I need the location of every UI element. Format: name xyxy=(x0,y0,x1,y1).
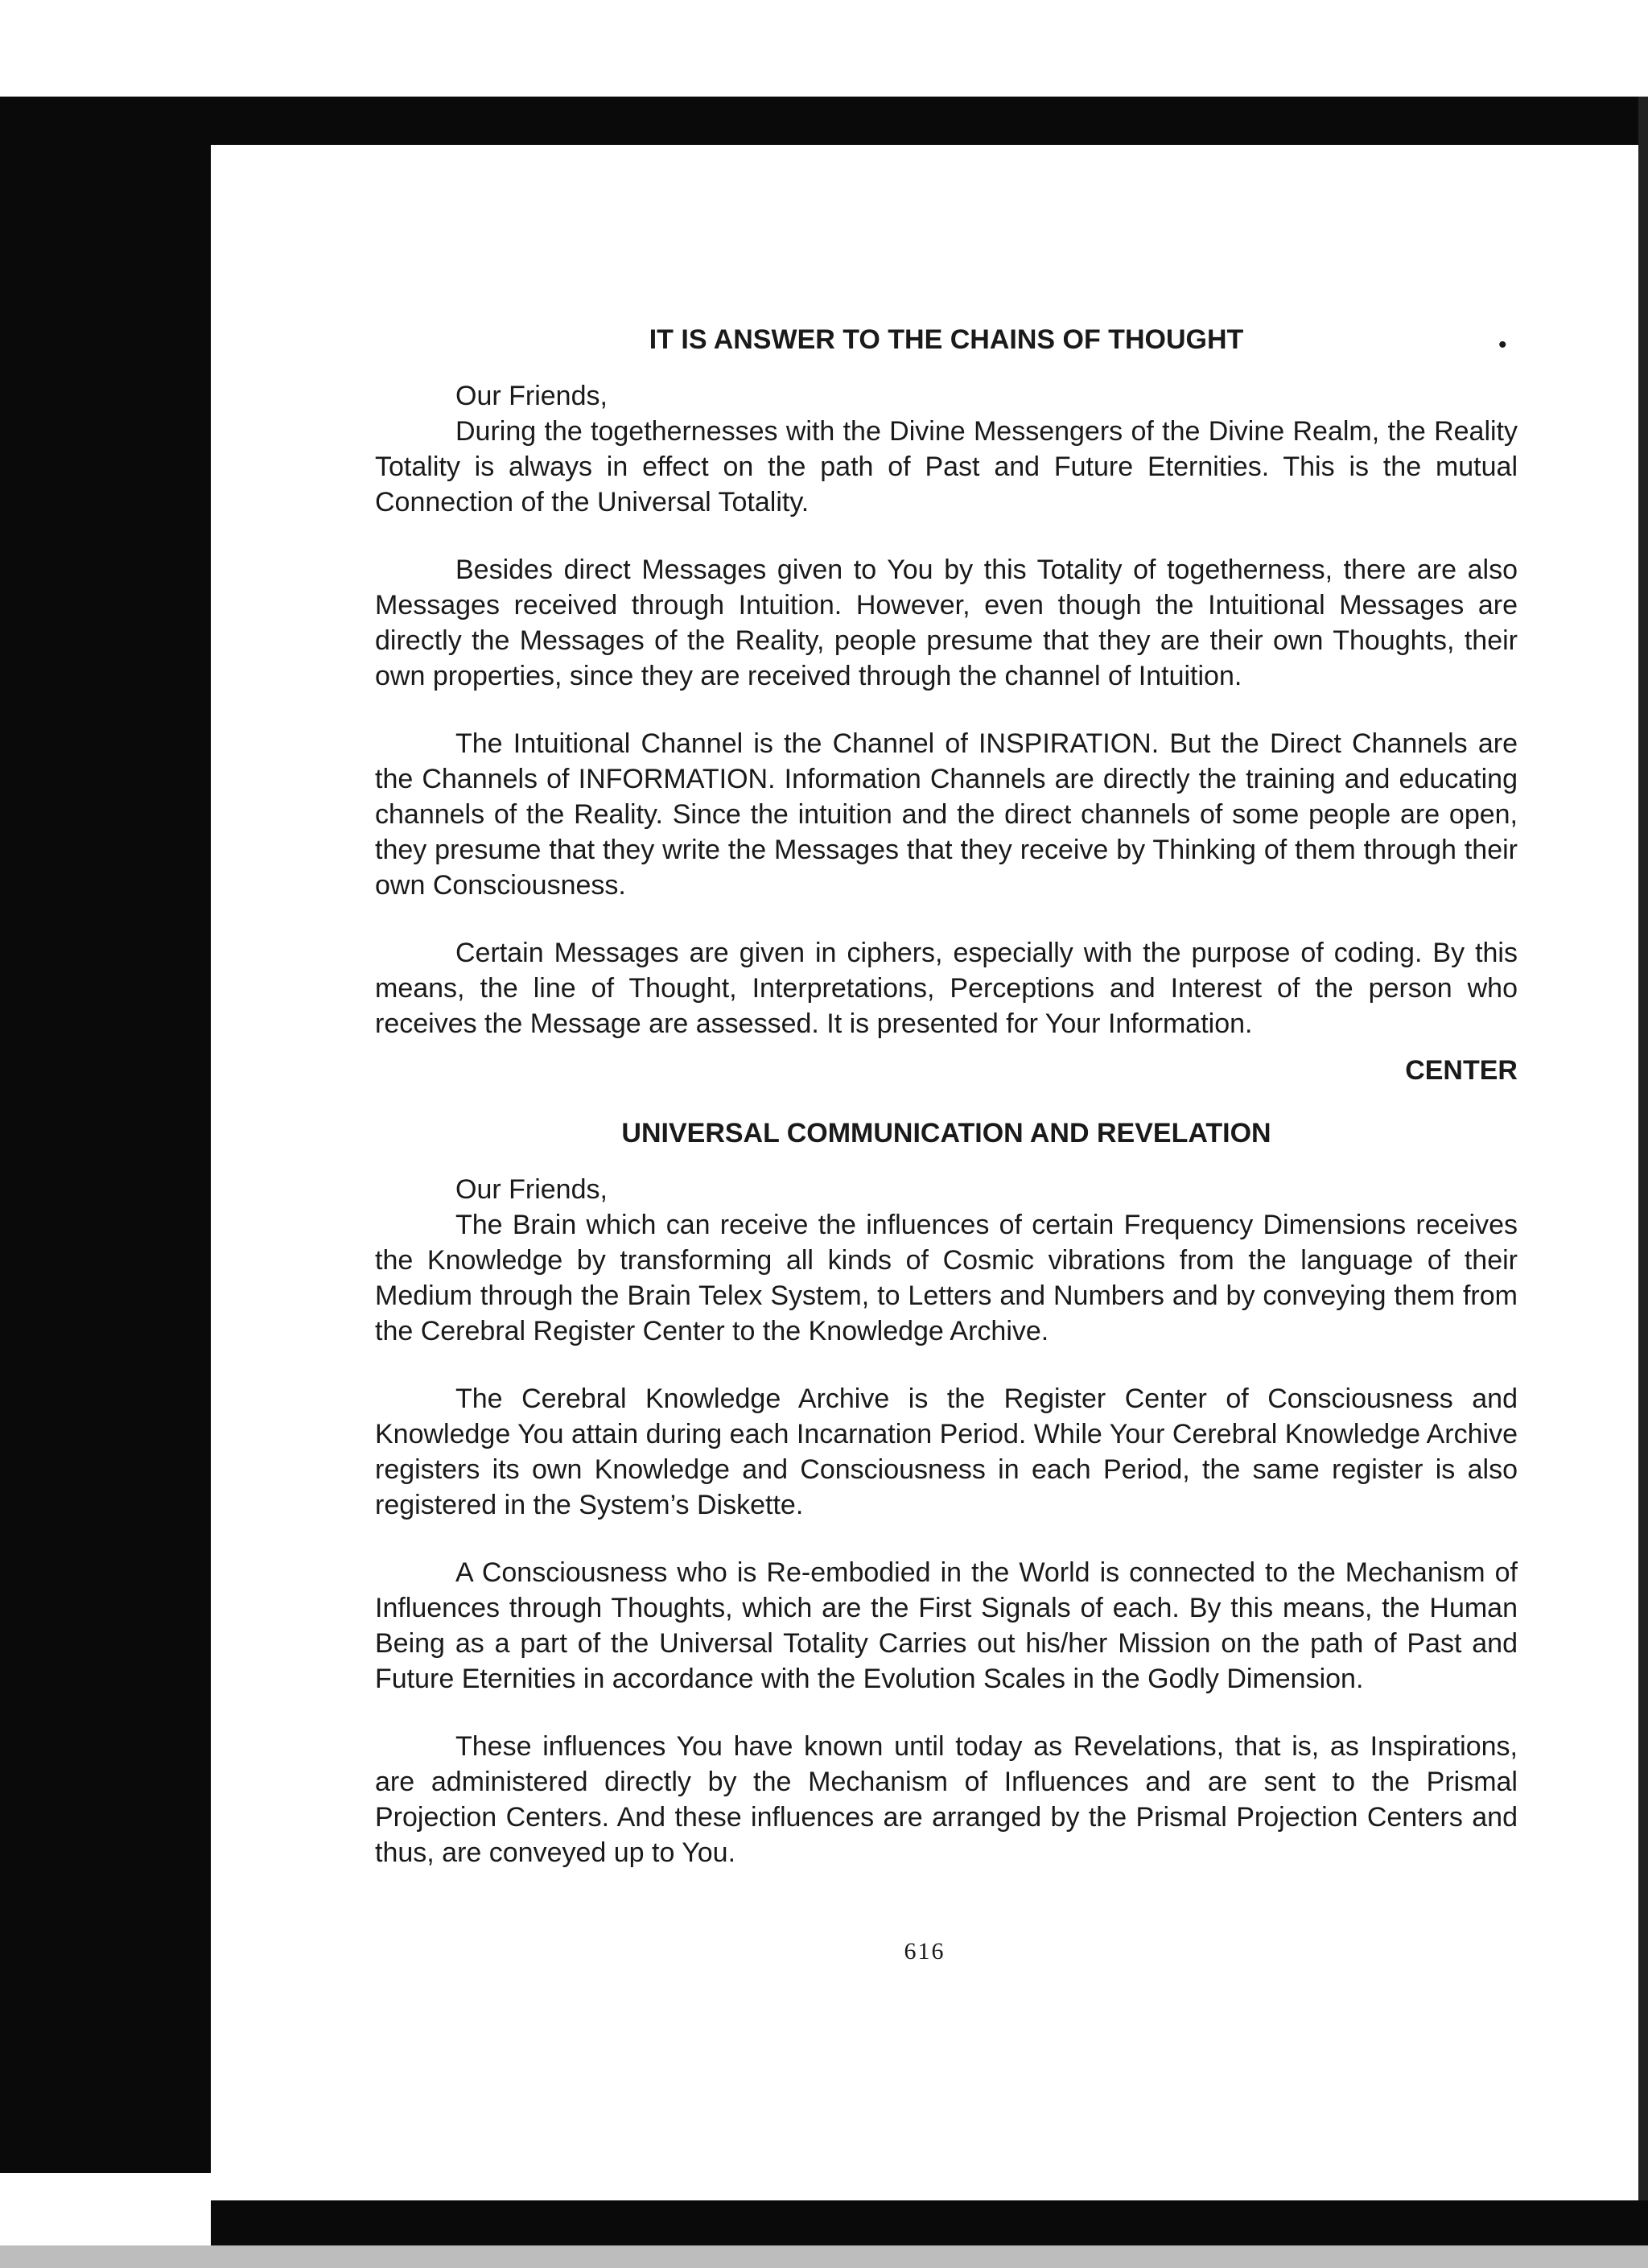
salutation: Our Friends, xyxy=(455,381,608,411)
paragraph: These influences You have known until today as Revelations, that is, as Inspirations, are administered directly by the Mechanism of Influences and are sent to the Prismal Projection Centers. And these influences are arranged by the Prismal Projection Centers and thus, are conveyed up to You. xyxy=(375,1731,1518,1868)
section-title: IT IS ANSWER TO THE CHAINS OF THOUGHT xyxy=(649,324,1244,355)
paragraph: A Consciousness who is Re-embodied in the World is connected to the Mechanism of Influences through Thoughts, which are the First Signals of each. By this means, the Human Being as a part of the Universal Totality Carries out his/her Mission on the path of Past and Future Eternities in accordance with the Evolution Scales in the Godly Dimension. xyxy=(375,1557,1518,1694)
paragraph: Certain Messages are given in ciphers, especially with the purpose of coding. By this means, the line of Thought, Interpretations, Perceptions and Interest of the person who receives the Message are assessed. It is presented for Your Information. xyxy=(375,938,1518,1039)
scan-edge-bottom xyxy=(0,2245,1648,2268)
page-content xyxy=(375,322,1518,1903)
paragraph: The Brain which can receive the influences of certain Frequency Dimensions receives the Knowledge by transforming all kinds of Cosmic vibrations from the language of their Medium through the Brain Telex System, to Letters and Numbers and by conveying them from the Cerebral Register Center to the Knowledge Archive. xyxy=(375,1210,1518,1346)
section-chains-of-thought xyxy=(375,322,1518,1088)
section-title: UNIVERSAL COMMUNICATION AND REVELATION xyxy=(621,1118,1271,1148)
page-number: 616 xyxy=(904,1938,946,1965)
paragraph: The Cerebral Knowledge Archive is the Register Center of Consciousness and Knowledge You attain during each Incarnation Period. While Your Cerebral Knowledge Archive registers its own Knowledge and Consciousness in each Period, the same register is also registered in the System’s Diskette. xyxy=(375,1383,1518,1520)
scan-border-right xyxy=(1638,97,1648,2200)
salutation: Our Friends, xyxy=(455,1174,608,1205)
section-universal-communication xyxy=(375,1115,1518,1870)
scan-border-left xyxy=(0,97,211,2173)
paragraph: The Intuitional Channel is the Channel of INSPIRATION. But the Direct Channels are the Channels of INFORMATION. Information Channels are directly the training and educating channels of the Reality. Since the intuition and the direct channels of some people are open, they presume that they write the Messages that they receive by Thinking of them through their own Consciousness. xyxy=(375,728,1518,901)
signature: CENTER xyxy=(1405,1055,1518,1086)
paragraph: During the togethernesses with the Divine Messengers of the Divine Realm, the Reality Totality is always in effect on the path of Past and Future Eternities. This is the mutual Connection of the Universal Totality. xyxy=(375,416,1518,518)
document-page xyxy=(211,145,1638,2200)
paragraph: Besides direct Messages given to You by this Totality of togetherness, there are also Messages received through Intuition. However, even though the Intuitional Messages are directly the Messages of the Reality, people presume that they are their own Thoughts, their own properties, since they are received through the channel of Intuition. xyxy=(375,555,1518,691)
ink-mark: • xyxy=(1498,332,1507,358)
scan-border-top xyxy=(0,97,1648,145)
